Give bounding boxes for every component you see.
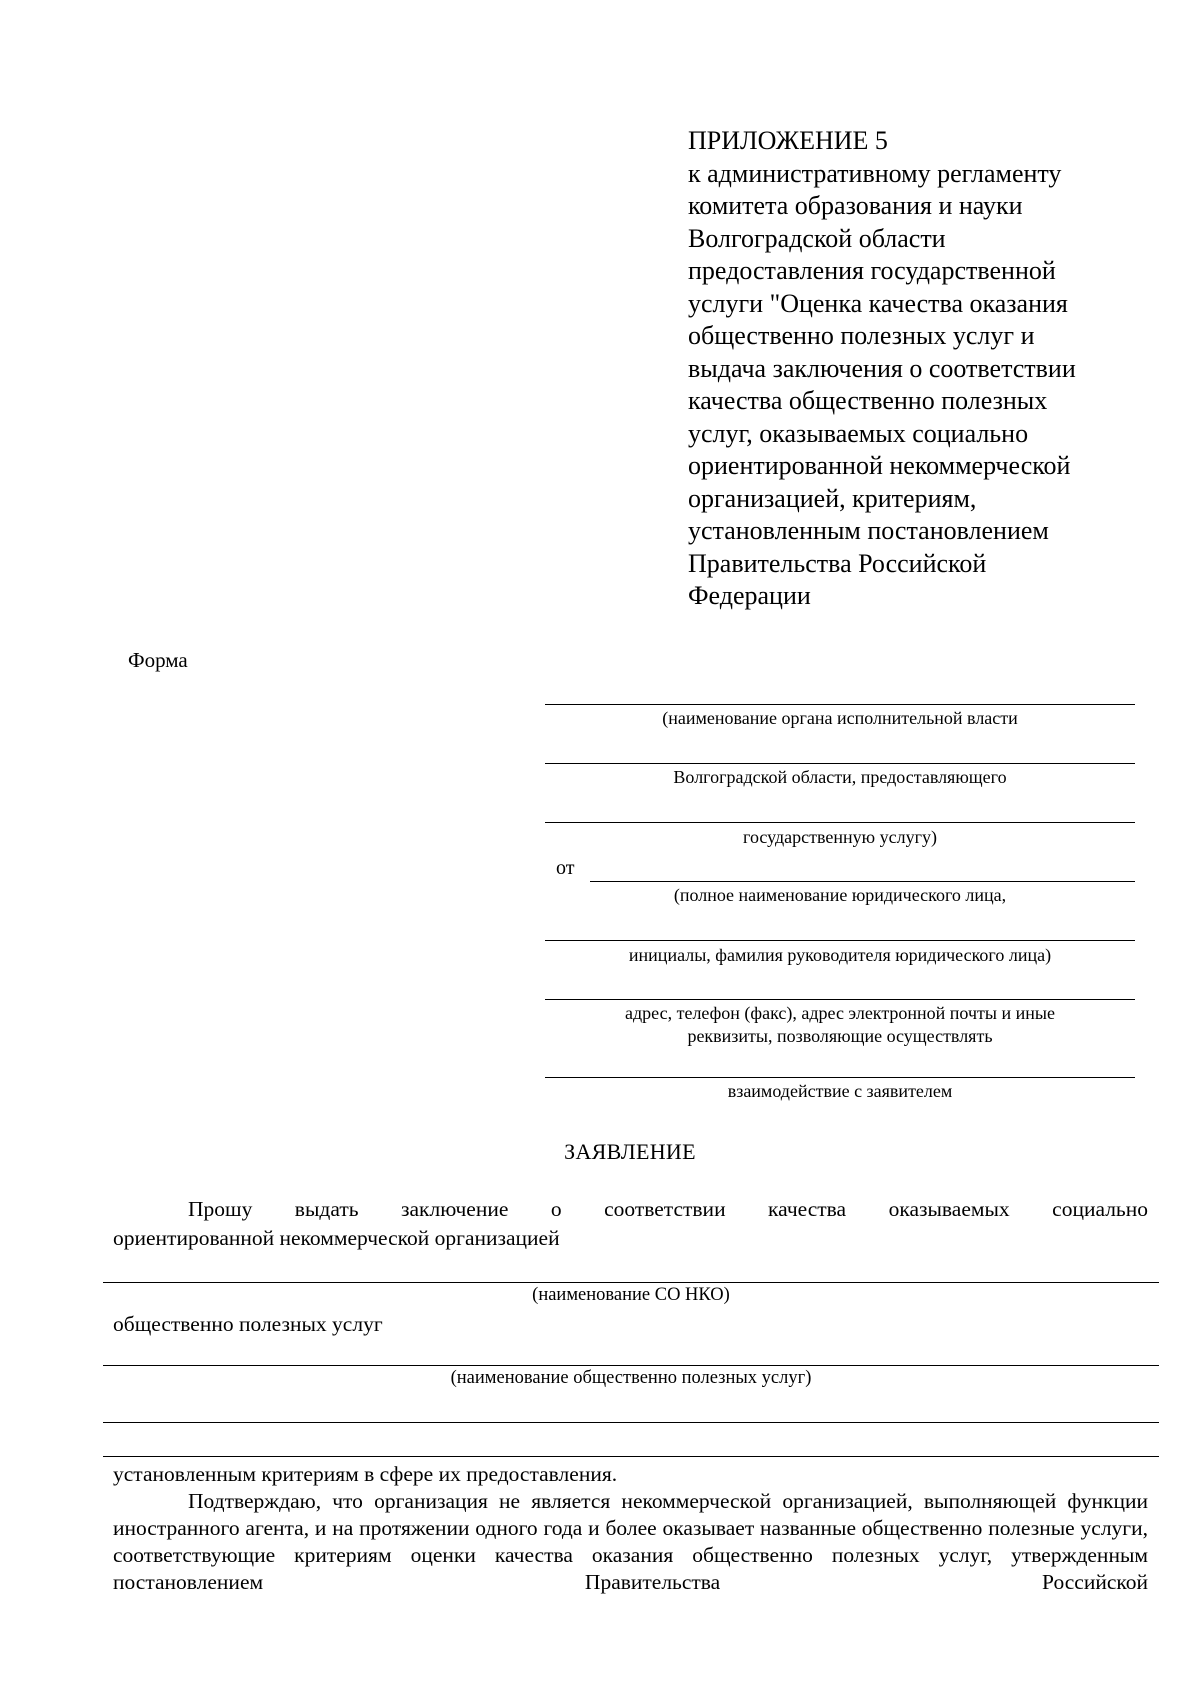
appendix-line: услуг, оказываемых социально [688,418,1029,448]
appendix-line: Федерации [688,581,811,610]
appendix-line: к административному регламенту [688,158,1062,188]
services-line-1[interactable] [103,1365,1159,1366]
contacts-line-2[interactable] [545,1077,1135,1078]
appendix-line: выдача заключения о соответствии [688,353,1076,383]
caption-contacts-1: адрес, телефон (факс), адрес электронной почты и иные [625,1003,1055,1023]
appendix-line: организацией, критериям, [688,483,977,513]
criteria-line: установленным критериям в сфере их предоставления. [113,1462,618,1486]
applicant-line-2[interactable] [545,940,1135,941]
caption-applicant-2: инициалы, фамилия руководителя юридического лица) [628,945,1052,965]
appendix-line: ПРИЛОЖЕНИЕ 5 [688,126,888,155]
authority-line-2[interactable] [545,763,1135,764]
request-line-2: ориентированной некоммерческой организацией [113,1226,560,1250]
appendix-line: общественно полезных услуг и [688,321,1035,350]
appendix-line: установленным постановлением [688,516,1049,545]
appendix-line: Правительства Российской [688,548,987,578]
services-label: общественно полезных услуг [113,1312,383,1336]
appendix-line: комитета образования и науки [688,191,1023,220]
caption-services: (наименование общественно полезных услуг) [450,1368,812,1388]
confirm-paragraph: Подтверждаю, что организация не является некоммерческой организацией, выполняющей функции иностранного агента, и на протяжении одного года и более оказывает названные общественно полезные услуги, соответствующие критериям оценки качества оказания общественно полезных услуг, утвержденным постановлением Правительства Российской [113,1489,1148,1594]
services-line-2[interactable] [103,1422,1159,1423]
caption-contacts-2: реквизиты, позволяющие осуществлять [687,1026,993,1046]
form-label: Форма [128,648,188,672]
from-label: от [556,857,575,879]
appendix-line: предоставления государственной [688,256,1056,285]
authority-line-1[interactable] [545,704,1135,705]
appendix-line: качества общественно полезных [688,386,1048,415]
caption-applicant-1: (полное наименование юридического лица, [673,885,1007,905]
authority-line-3[interactable] [545,822,1135,823]
org-name-line[interactable] [103,1282,1159,1283]
document-title: ЗАЯВЛЕНИЕ [564,1139,696,1164]
contacts-line-1[interactable] [545,999,1135,1000]
appendix-header [688,125,1158,613]
appendix-line: ориентированной некоммерческой [688,451,1071,480]
caption-authority-3: государственную услугу) [743,827,937,847]
caption-authority-1: (наименование органа исполнительной власти [662,708,1018,728]
caption-authority-2: Волгоградской области, предоставляющего [673,767,1007,787]
applicant-line-1[interactable] [590,881,1135,882]
request-line-1: Прошу выдать заключение о соответствии качества оказываемых социально [188,1197,1148,1221]
caption-org: (наименование СО НКО) [532,1285,730,1305]
services-line-3[interactable] [103,1456,1159,1457]
caption-contacts-3: взаимодействие с заявителем [727,1081,953,1101]
appendix-line: услуги "Оценка качества оказания [688,288,1068,318]
appendix-line: Волгоградской области [688,223,946,253]
